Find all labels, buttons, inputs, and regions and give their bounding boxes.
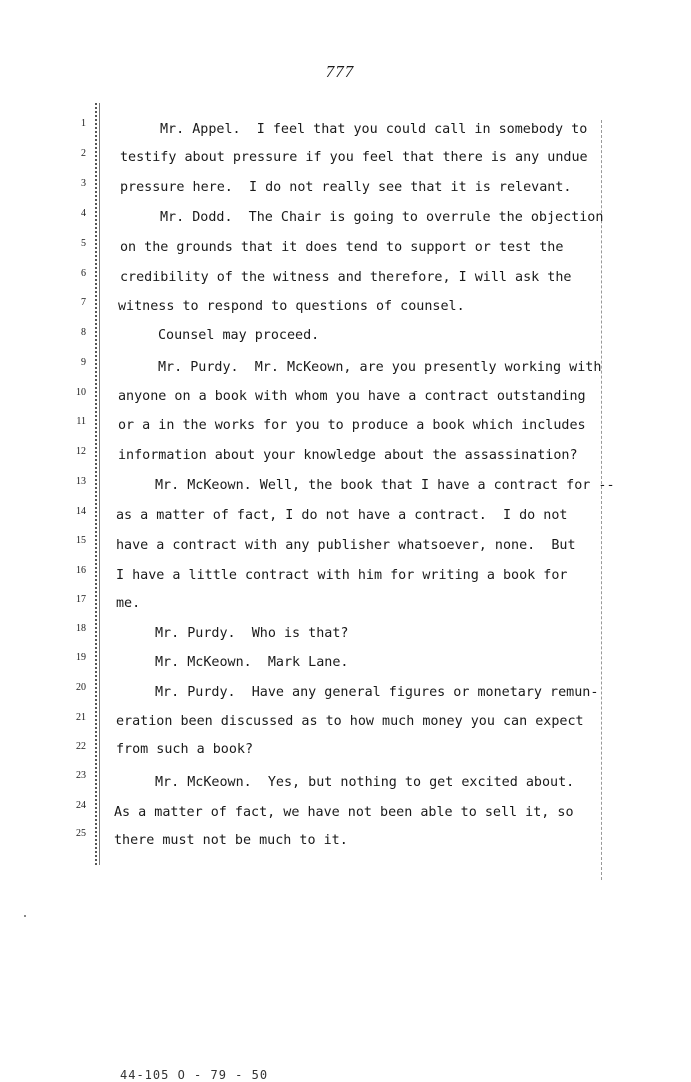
left-margin-rule (95, 103, 97, 865)
transcript-line: testify about pressure if you feel that there is any undue (120, 150, 588, 165)
line-number: 17 (76, 594, 86, 605)
line-number: 22 (76, 741, 86, 752)
transcript-line: or a in the works for you to produce a book which includes (118, 418, 586, 433)
line-number: 13 (76, 476, 86, 487)
transcript-line: Mr. McKeown. Mark Lane. (155, 655, 349, 670)
transcript-line: anyone on a book with whom you have a contract outstanding (118, 389, 586, 404)
line-number: 4 (81, 208, 86, 219)
transcript-line: me. (116, 596, 141, 611)
line-number: 15 (76, 535, 86, 546)
line-number: 25 (76, 828, 86, 839)
transcript-line: Mr. Appel. I feel that you could call in somebody to (160, 122, 588, 137)
transcript-line: on the grounds that it does tend to support or test the (120, 240, 564, 255)
line-number: 3 (81, 178, 86, 189)
line-number: 7 (81, 297, 86, 308)
line-number: 19 (76, 652, 86, 663)
line-number: 21 (76, 712, 86, 723)
right-margin-rule (601, 120, 602, 880)
transcript-line: eration been discussed as to how much money you can expect (116, 714, 584, 729)
transcript-line: Mr. McKeown. Well, the book that I have a contract for -- (155, 478, 615, 493)
transcript-line: information about your knowledge about the assassination? (118, 448, 578, 463)
line-number: 1 (81, 118, 86, 129)
transcript-line: as a matter of fact, I do not have a contract. I do not (116, 508, 568, 523)
line-number: 5 (81, 238, 86, 249)
line-number: 24 (76, 800, 86, 811)
scan-speck (24, 915, 26, 917)
line-number: 20 (76, 682, 86, 693)
line-number: 2 (81, 148, 86, 159)
transcript-line: have a contract with any publisher whatsoever, none. But (116, 538, 576, 553)
transcript-line: witness to respond to questions of counsel. (118, 299, 465, 314)
transcript-line: from such a book? (116, 742, 254, 757)
line-number: 11 (76, 416, 86, 427)
line-number: 12 (76, 446, 86, 457)
transcript-line: Mr. McKeown. Yes, but nothing to get excited about. (155, 775, 575, 790)
transcript-line: Mr. Purdy. Mr. McKeown, are you presently working with (158, 360, 602, 375)
line-number: 18 (76, 623, 86, 634)
transcript-line: Mr. Purdy. Who is that? (155, 626, 349, 641)
transcript-line: Mr. Dodd. The Chair is going to overrule the objection (160, 210, 604, 225)
left-margin-rule-inner (99, 103, 100, 865)
line-number: 16 (76, 565, 86, 576)
transcript-line: pressure here. I do not really see that it is relevant. (120, 180, 572, 195)
line-number: 10 (76, 387, 86, 398)
footer-code: 44-105 O - 79 - 50 (120, 1068, 269, 1082)
transcript-line: there must not be much to it. (114, 833, 348, 848)
line-number: 6 (81, 268, 86, 279)
transcript-line: credibility of the witness and therefore, I will ask the (120, 270, 572, 285)
line-number: 14 (76, 506, 86, 517)
page-number: 777 (325, 62, 355, 81)
line-number: 9 (81, 357, 86, 368)
line-number: 23 (76, 770, 86, 781)
transcript-line: As a matter of fact, we have not been able to sell it, so (114, 805, 574, 820)
transcript-line: Counsel may proceed. (158, 328, 320, 343)
transcript-line: Mr. Purdy. Have any general figures or monetary remun- (155, 685, 599, 700)
line-number: 8 (81, 327, 86, 338)
transcript-line: I have a little contract with him for writing a book for (116, 568, 568, 583)
